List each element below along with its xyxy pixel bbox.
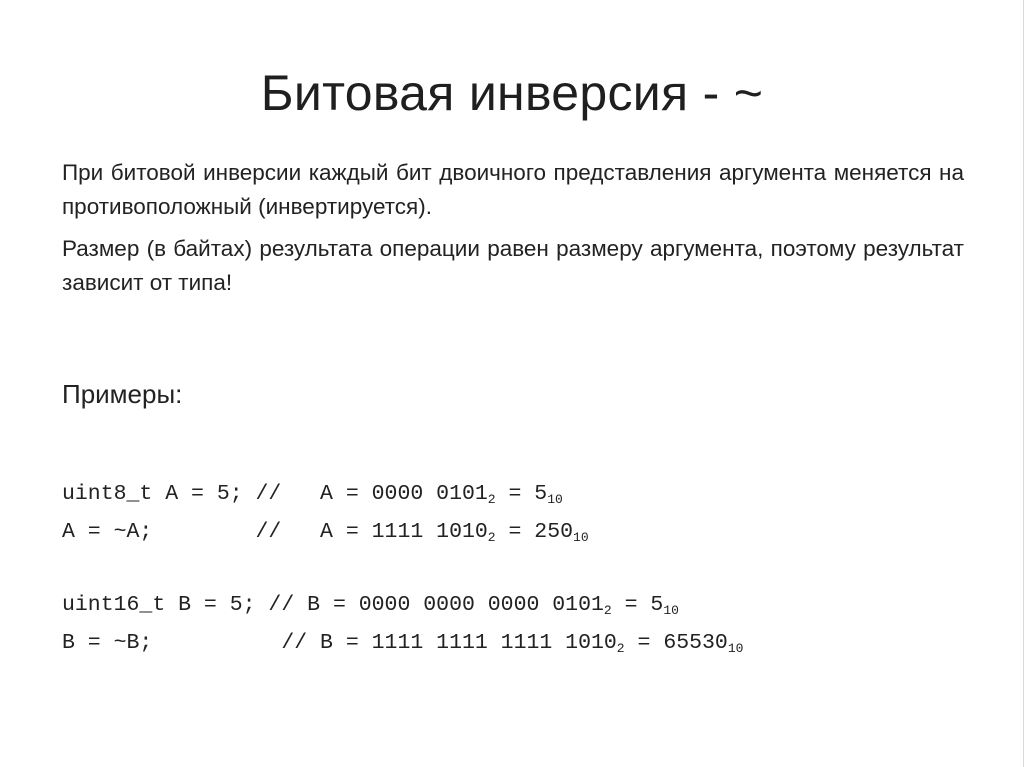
code-text: uint16_t B = 5; // B = 0000 0000 0000 0101	[62, 593, 604, 617]
base-subscript: 10	[547, 492, 563, 507]
code-decimal: = 65530	[624, 631, 728, 655]
base-subscript: 10	[727, 641, 744, 656]
code-line-uint8-inversion	[62, 515, 589, 549]
code-line-uint16-declaration	[62, 588, 679, 622]
code-text: B = ~B; // B = 1111 1111 1111 1010	[62, 631, 617, 655]
code-decimal: = 5	[495, 482, 548, 506]
code-text: uint8_t A = 5; // A = 0000 0101	[62, 482, 488, 506]
code-decimal: = 5	[611, 593, 664, 617]
base-subscript: 10	[663, 603, 679, 618]
slide-title: Битовая инверсия - ~	[260, 65, 764, 121]
base-subscript: 2	[603, 603, 612, 618]
base-subscript: 2	[487, 492, 496, 507]
code-line-uint16-inversion	[62, 626, 743, 660]
code-line-uint8-declaration	[62, 477, 563, 511]
examples-heading: Примеры:	[62, 379, 183, 409]
code-decimal: = 250	[495, 520, 574, 544]
base-subscript: 2	[487, 530, 496, 545]
paragraph-inversion-definition: При битовой инверсии каждый бит двоичного представления аргумента меняется на противоположный (инвертируется).	[62, 160, 964, 219]
base-subscript: 10	[573, 530, 589, 545]
paragraph-result-size: Размер (в байтах) результата операции равен размеру аргумента, поэтому результат зависит от типа!	[62, 236, 964, 295]
code-text: A = ~A; // A = 1111 1010	[62, 520, 488, 544]
base-subscript: 2	[616, 641, 625, 656]
